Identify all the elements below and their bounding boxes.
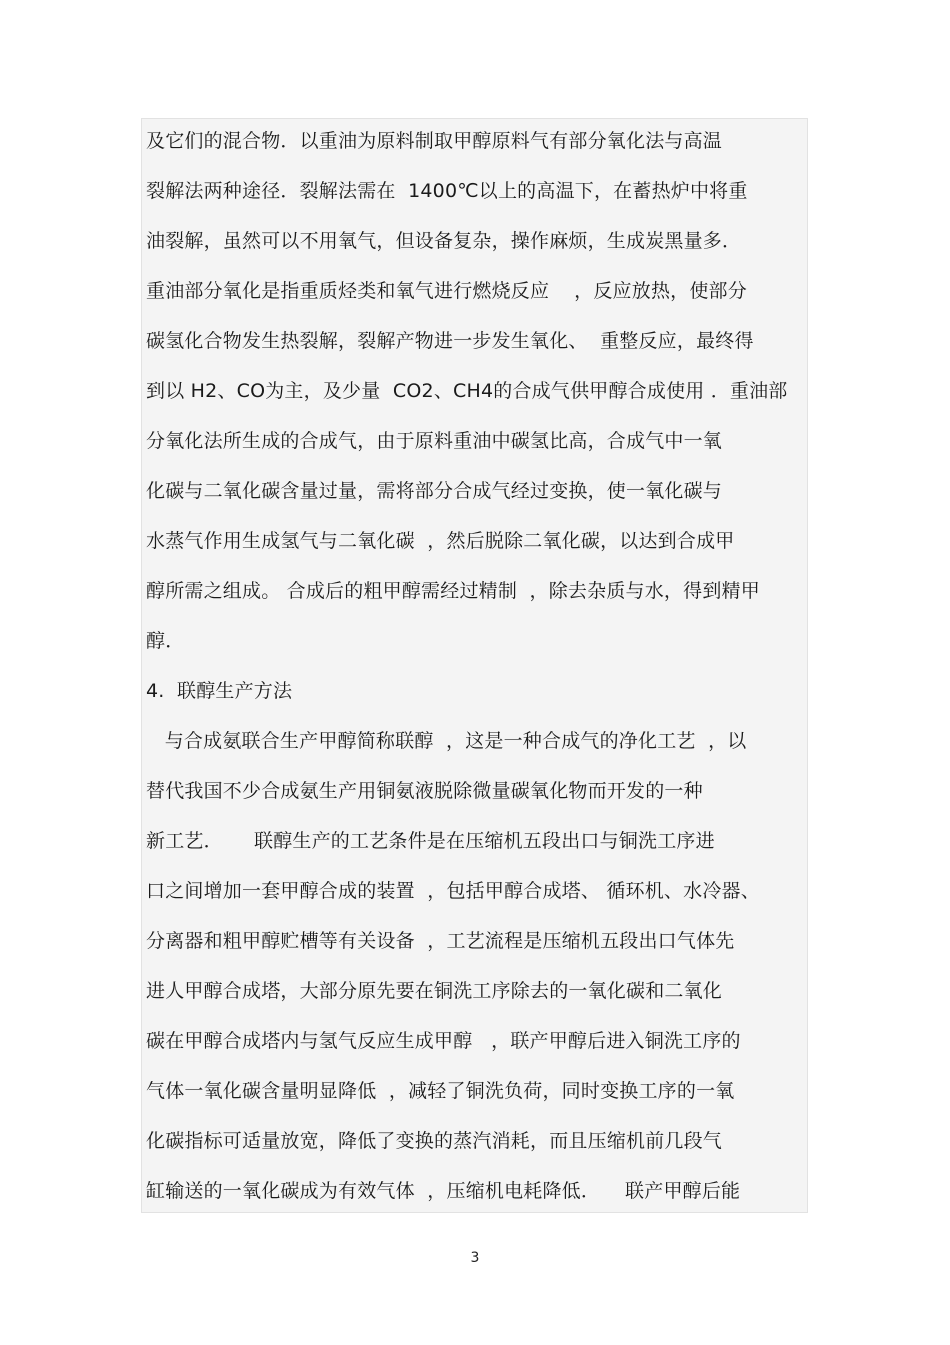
text-line: 新工艺． 联醇生产的工艺条件是在压缩机五段出口与铜洗工序进	[146, 830, 715, 852]
text-line: 气体一氧化碳含量明显降低 ，减轻了铜洗负荷，同时变换工序的一氧	[146, 1080, 735, 1102]
text-line: 水蒸气作用生成氢气与二氧化碳 ，然后脱除二氧化碳，以达到合成甲	[146, 530, 735, 552]
text-line: 醇所需之组成。 合成后的粗甲醇需经过精制 ，除去杂质与水，得到精甲	[146, 580, 760, 602]
text-line: 化碳与二氧化碳含量过量，需将部分合成气经过变换，使一氧化碳与	[146, 480, 723, 502]
text-line: 到以 H2、CO为主，及少量 CO2、CH4的合成气供甲醇合成使用 ．重油部	[146, 380, 788, 402]
text-line: 裂解法两种途径．裂解法需在 1400℃以上的高温下，在蓄热炉中将重	[146, 180, 748, 202]
text-line: 进人甲醇合成塔，大部分原先要在铜洗工序除去的一氧化碳和二氧化	[146, 980, 723, 1002]
page-number: 3	[470, 1250, 480, 1266]
section-heading: 4. 联醇生产方法	[146, 680, 293, 702]
text-line: 分离器和粗甲醇贮槽等有关设备 ，工艺流程是压缩机五段出口气体先	[146, 930, 735, 952]
text-line: 与合成氨联合生产甲醇简称联醇 ，这是一种合成气的净化工艺 ，以	[146, 730, 747, 752]
text-line: 化碳指标可适量放宽，降低了变换的蒸汽消耗，而且压缩机前几段气	[146, 1130, 723, 1152]
text-line: 及它们的混合物．以重油为原料制取甲醇原料气有部分氧化法与高温	[146, 130, 723, 152]
text-line: 重油部分氧化是指重质烃类和氧气进行燃烧反应 ，反应放热，使部分	[146, 280, 747, 302]
text-line: 碳氢化合物发生热裂解，裂解产物进一步发生氧化、 重整反应，最终得	[146, 330, 754, 352]
text-line: 口之间增加一套甲醇合成的装置 ，包括甲醇合成塔、 循环机、水冷器、	[146, 880, 760, 902]
text-line: 油裂解，虽然可以不用氧气，但设备复杂，操作麻烦，生成炭黑量多．	[146, 230, 742, 252]
text-line: 碳在甲醇合成塔内与氢气反应生成甲醇 ，联产甲醇后进入铜洗工序的	[146, 1030, 741, 1052]
text-line: 替代我国不少合成氨生产用铜氨液脱除微量碳氧化物而开发的一种	[146, 780, 703, 802]
text-line: 缸输送的一氧化碳成为有效气体 ，压缩机电耗降低． 联产甲醇后能	[146, 1180, 741, 1202]
text-line: 分氧化法所生成的合成气，由于原料重油中碳氢比高，合成气中一氧	[146, 430, 723, 452]
text-line: 醇．	[146, 630, 185, 652]
